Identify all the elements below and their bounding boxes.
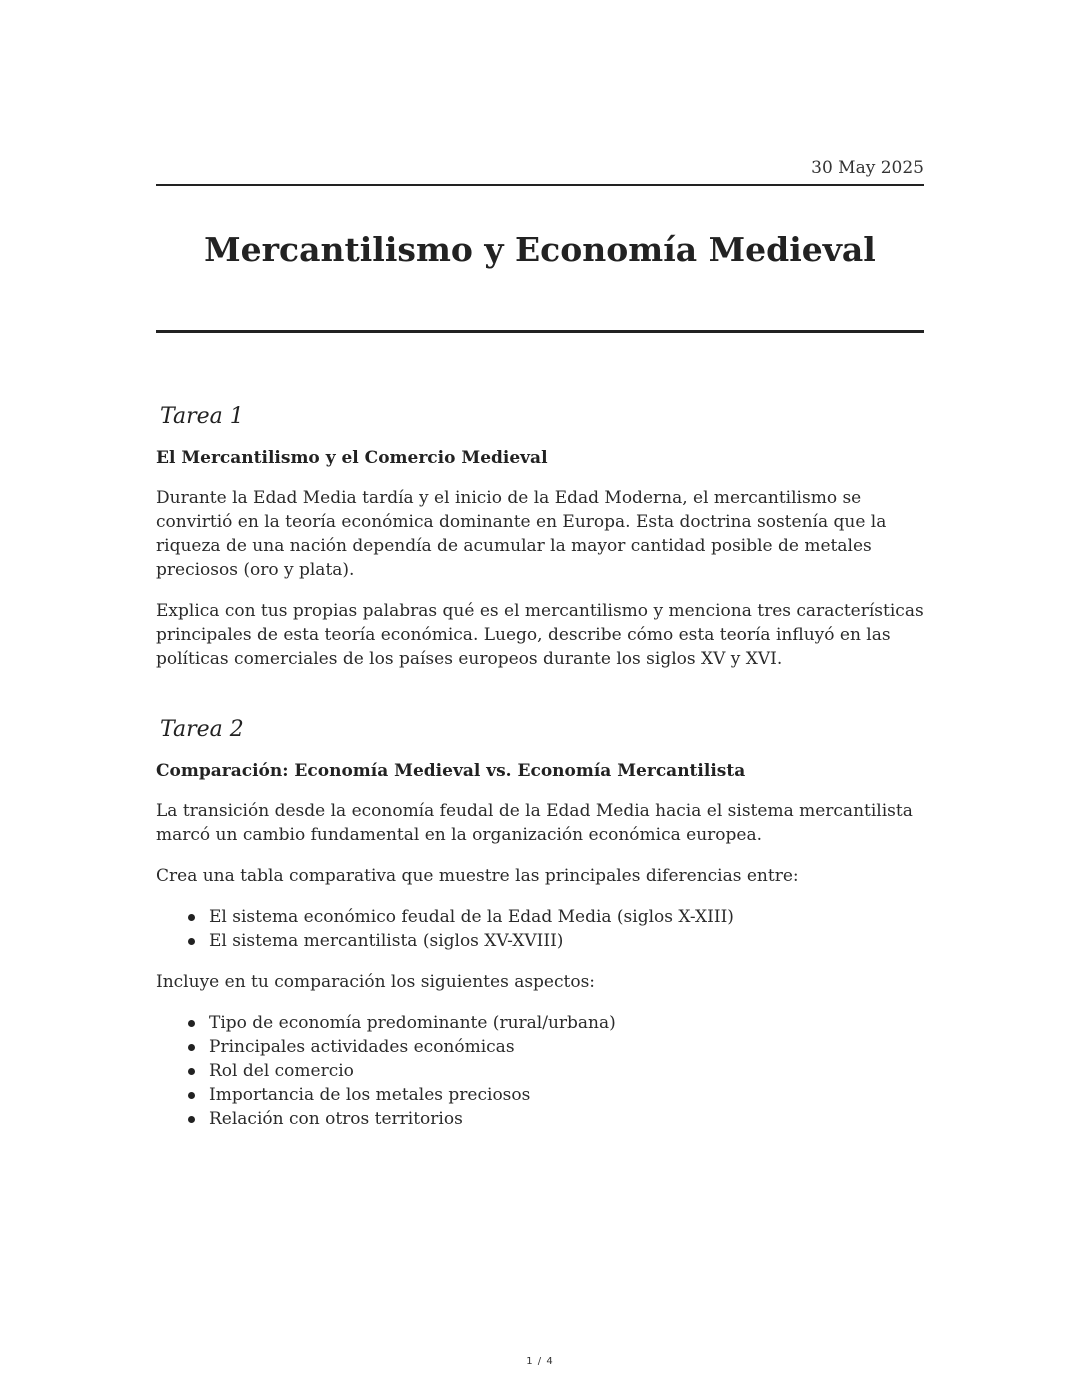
list-item (209, 1035, 924, 1059)
document-date: 30 May 2025 (811, 158, 924, 178)
header-divider (156, 184, 924, 186)
bullet-icon (188, 938, 195, 945)
list-item-text: Relación con otros territorios (209, 1109, 463, 1129)
bullet-icon (188, 914, 195, 921)
list-item-text: El sistema económico feudal de la Edad Media (siglos X-XIII) (209, 907, 734, 927)
bullet-icon (188, 1044, 195, 1051)
aspects-list (156, 1011, 924, 1131)
list-item-text: Tipo de economía predominante (rural/urbana) (209, 1013, 616, 1033)
list-item (209, 1059, 924, 1083)
list-item (209, 905, 924, 929)
task-2-paragraph: La transición desde la economía feudal de la Edad Media hacia el sistema mercantilista marcó un cambio fundamental en la organización económica europea. (156, 801, 913, 845)
task-1-paragraph: Explica con tus propias palabras qué es el mercantilismo y menciona tres características principales de esta teoría económica. Luego, describe cómo esta teoría influyó en las políticas comerciales de los países europeos durante los siglos XV y XVI. (156, 601, 924, 669)
task-2-heading: Tarea 2 (160, 717, 244, 742)
list-item-text: Importancia de los metales preciosos (209, 1085, 531, 1105)
bullet-icon (188, 1092, 195, 1099)
list-item-text: El sistema mercantilista (siglos XV-XVIII) (209, 931, 564, 951)
task-2-subtitle: Comparación: Economía Medieval vs. Economía Mercantilista (156, 761, 746, 781)
task-1-heading: Tarea 1 (160, 404, 244, 429)
task-2-paragraph: Incluye en tu comparación los siguientes aspectos: (156, 972, 596, 992)
list-item (209, 1083, 924, 1107)
list-item (209, 1011, 924, 1035)
bullet-icon (188, 1020, 195, 1027)
task-1-paragraph: Durante la Edad Media tardía y el inicio de la Edad Moderna, el mercantilismo se convirtió en la teoría económica dominante en Europa. Esta doctrina sostenía que la riqueza de una nación dependía de acumular la mayor cantidad posible de metales preciosos (oro y plata). (156, 488, 887, 580)
task-1-section (156, 402, 924, 671)
title-divider (156, 330, 924, 333)
list-item (209, 1107, 924, 1131)
list-item-text: Rol del comercio (209, 1061, 354, 1081)
list-item-text: Principales actividades económicas (209, 1037, 515, 1057)
bullet-icon (188, 1116, 195, 1123)
bullet-icon (188, 1068, 195, 1075)
document-title: Mercantilismo y Economía Medieval (204, 230, 876, 269)
list-item (209, 929, 924, 953)
systems-list (156, 905, 924, 953)
task-2-paragraph: Crea una tabla comparativa que muestre las principales diferencias entre: (156, 866, 799, 886)
page-number: 1 / 4 (526, 1356, 554, 1367)
task-1-subtitle: El Mercantilismo y el Comercio Medieval (156, 448, 548, 468)
task-2-section (156, 715, 924, 1131)
